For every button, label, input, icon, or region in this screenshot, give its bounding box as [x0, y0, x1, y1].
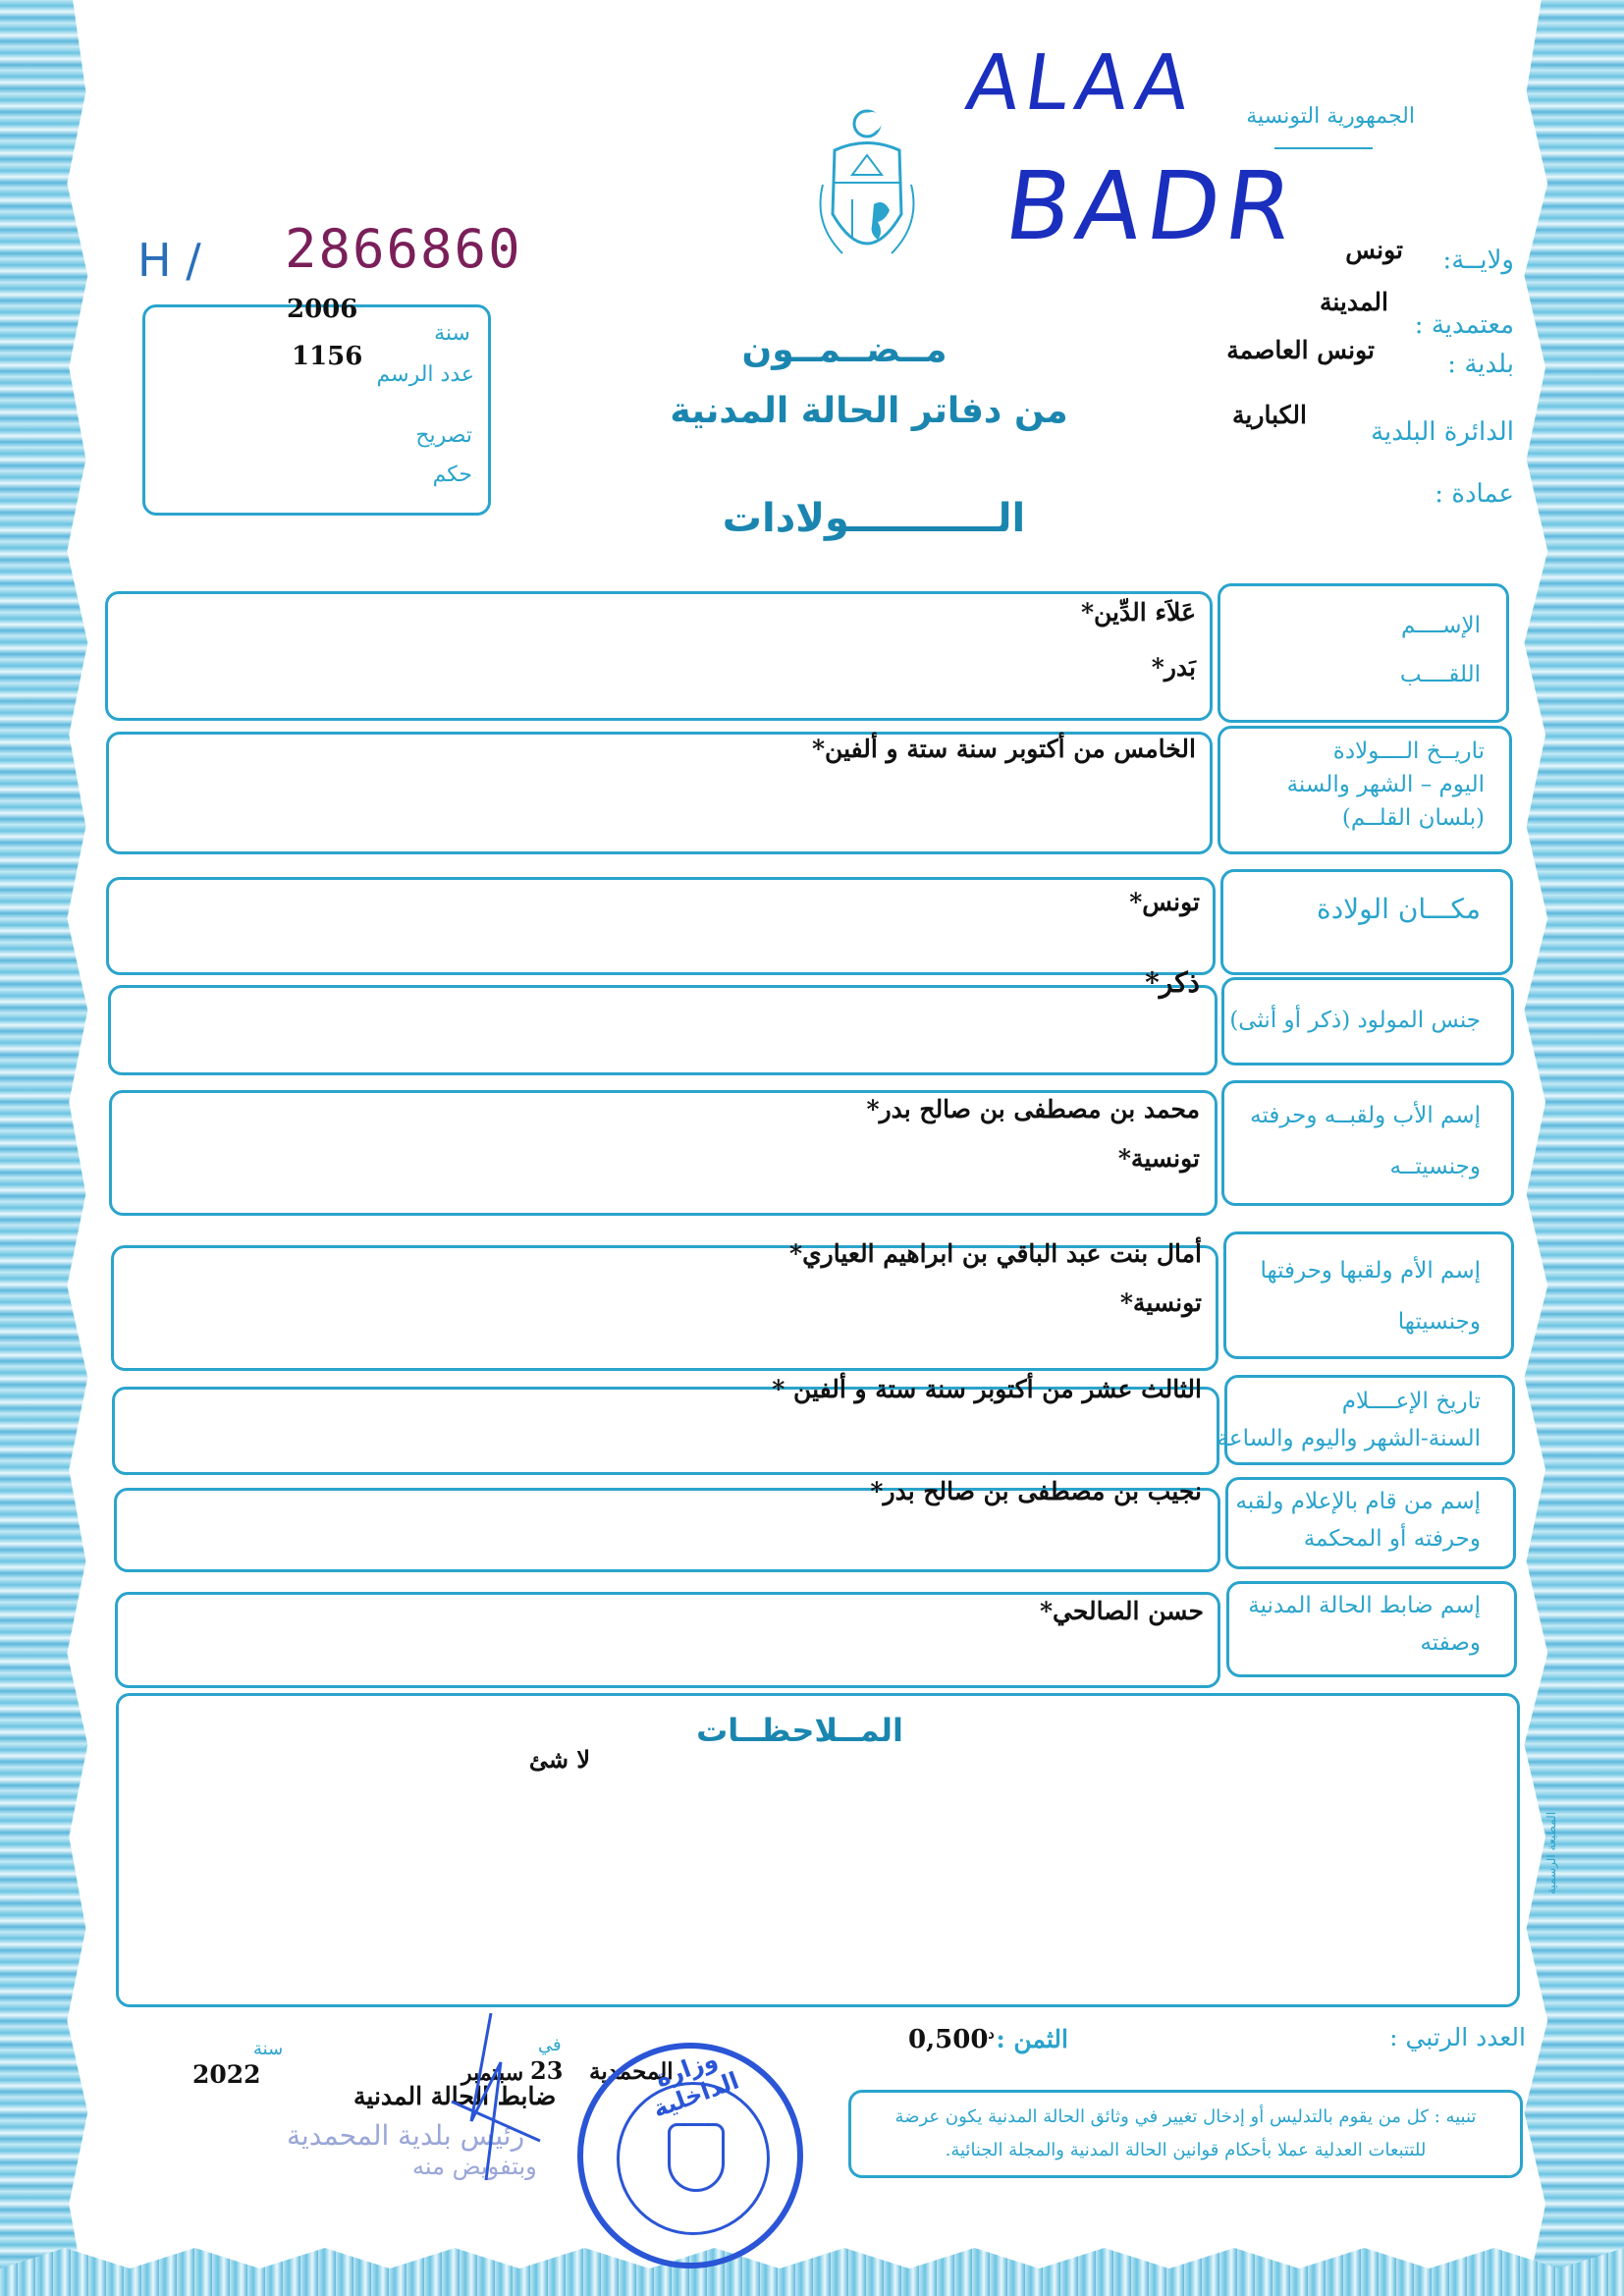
field-label: مكـــان الولادة [1317, 893, 1481, 925]
field-label: إسم الأم ولقبها وحرفتها وجنسيتها [1260, 1258, 1481, 1335]
field-label: الإســــم اللقــــب [1399, 613, 1481, 687]
serial-prefix: H / [137, 234, 201, 287]
officer-stamp-line2: وبتفويض منه [412, 2153, 537, 2180]
left-guilloche-border [0, 0, 93, 2296]
field-value: الثالث عشر من أكتوبر سنة ستة و ألفين * [772, 1375, 1202, 1403]
district-label: الدائرة البلدية [1371, 417, 1514, 447]
warning-text: تنبيه : كل من يقوم بالتدليس أو إدخال تغيير في وثائق الحالة المدنية يكون عرضة للتتبعات العدلية عملا بأحكام قوانين الحالة المدنية والمجلة الجنائية. [894, 2106, 1477, 2160]
field-value: أمال بنت عبد الباقي بن ابراهيم العياري* تونسية* [789, 1239, 1202, 1317]
issue-month: سبتمبر [461, 2060, 524, 2086]
remarks-value: لا شئ [528, 1745, 591, 1774]
judgment-label: حكم [432, 463, 472, 487]
tunisia-coat-of-arms-icon [813, 106, 921, 278]
municipality-value: تونس العاصمة [1226, 336, 1375, 364]
field-label: إسم الأب ولقبــه وحرفته وجنسيتــه [1250, 1103, 1481, 1179]
governorate-value: تونس [1345, 236, 1403, 264]
act-number-label: عدد الرسم [376, 362, 474, 387]
price-value: $0,500^د$ [908, 2025, 995, 2054]
printer-mark: المطبعة الرسمية [1544, 1811, 1559, 1895]
handwritten-last-name: BADR [999, 151, 1306, 261]
warning-box [848, 2090, 1523, 2178]
field-value: محمد بن مصطفى بن صالح بدر* تونسية* [866, 1095, 1200, 1173]
sector-label: عمادة : [1435, 479, 1514, 509]
document-title-line2: من دفاتر الحالة المدنية [670, 391, 1068, 431]
signature [432, 2003, 569, 2190]
handwritten-first-name: ALAA [960, 39, 1201, 128]
field-label: جنس المولود (ذكر أو أنثى) [1229, 1008, 1481, 1033]
year-value: 2006 [287, 295, 358, 324]
price-label: الثمن : [996, 2025, 1068, 2053]
field-label: إسم ضابط الحالة المدنية وصفته [1248, 1593, 1481, 1656]
issue-day: 23 [530, 2056, 564, 2085]
registration-box [142, 304, 491, 516]
field-value: ذكر* [1145, 966, 1200, 999]
year-label: سنة [434, 321, 470, 346]
republic-ornament [1274, 147, 1373, 149]
field-label: تاريــخ الــــولادة اليوم – الشهر والسنة (بلسان القلــم) [1286, 738, 1485, 831]
field-value: حسن الصالحي* [1039, 1597, 1204, 1625]
field-value: تونس* [1129, 888, 1200, 916]
field-label: إسم من قام بالإعلام ولقبه وحرفته أو المحكمة [1235, 1489, 1481, 1552]
republic-label: الجمهورية التونسية [1246, 104, 1415, 129]
bottom-guilloche-border [0, 2227, 1624, 2296]
issue-year-label: سنة [253, 2039, 284, 2059]
document-title-line1: مــضــمــون [741, 330, 947, 370]
ministry-stamp-text: وزارة الداخلية [649, 2045, 743, 2123]
field-value: الخامس من أكتوبر سنة ستة و ألفين* [811, 735, 1196, 763]
serial-number: 2866860 [285, 218, 522, 280]
issue-year: 2022 [192, 2060, 261, 2089]
official-stamp [577, 2043, 803, 2269]
district-value: الكبارية [1232, 401, 1307, 429]
declaration-label: تصريح [415, 423, 472, 448]
remarks-title: المــلاحظــات [696, 1712, 903, 1749]
municipality-label: بلدية : [1447, 350, 1514, 379]
field-value: عَلاَء الدِّين* بَدر* [1080, 598, 1196, 682]
field-value: نجيب بن مصطفى بن صالح بدر* [870, 1477, 1202, 1505]
delegation-value: المدينة [1319, 288, 1388, 316]
stamp-emblem-icon [668, 2123, 725, 2192]
act-number-value: 1156 [292, 342, 363, 371]
officer-stamp-line1: رئيس بلدية المحمدية [287, 2119, 525, 2152]
field-label: تاريخ الإعــــلام السنة-الشهر واليوم والساعة [1217, 1389, 1481, 1451]
delegation-label: معتمدية : [1414, 310, 1514, 340]
right-guilloche-border [1518, 0, 1624, 2296]
officer-title: ضابط الحالة المدنية [353, 2082, 557, 2110]
issue-place: المحمدية [589, 2058, 674, 2085]
issue-in-label: في [538, 2035, 562, 2055]
governorate-label: ولايــة: [1442, 246, 1514, 275]
section-title: الـــــــــــولادات [722, 496, 1026, 541]
serial-label: العدد الرتبي : [1389, 2023, 1526, 2051]
